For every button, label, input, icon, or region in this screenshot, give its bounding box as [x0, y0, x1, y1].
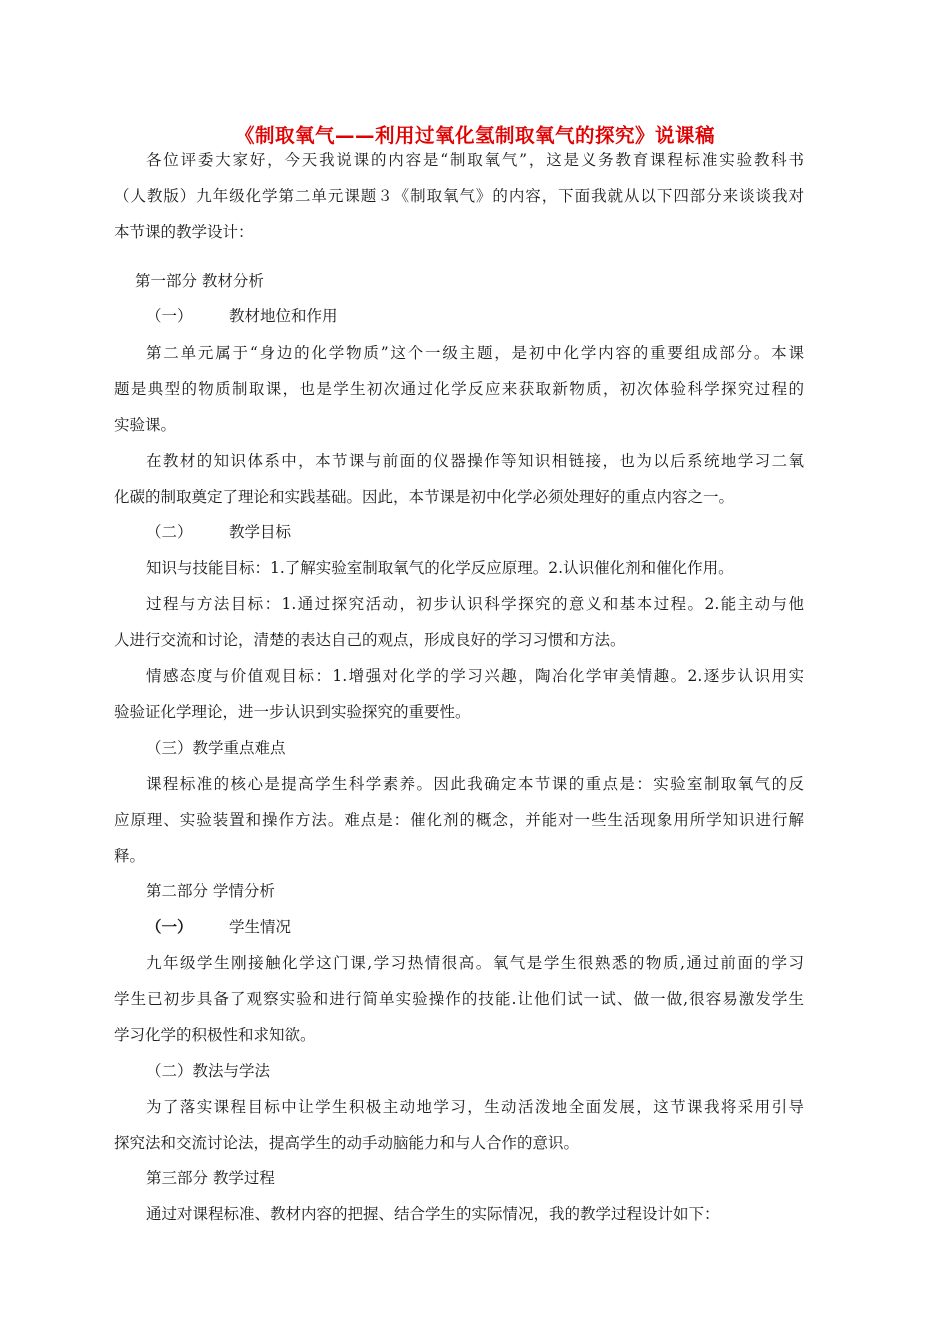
- part1-s1-title: 教材地位和作用: [229, 307, 338, 325]
- part1-s1-p1-line-1: 第二单元属于“身边的化学物质”这个一级主题，是初中化学内容的重要组成部分。本课: [146, 344, 804, 362]
- part1-s2-goal-3-line-1: 情感态度与价值观目标：1.增强对化学的学习兴趣，陶冶化学审美情趣。2.逐步认识用实: [146, 667, 804, 685]
- part2-s1-line-2: 学生已初步具备了观察实验和进行简单实验操作的技能.让他们试一试、做一做,很容易激发学生: [114, 990, 804, 1008]
- intro-line-3: 本节课的教学设计：: [114, 223, 254, 241]
- part1-s1-p1-line-3: 实验课。: [114, 416, 177, 434]
- part1-s1-p1-line-2: 题是典型的物质制取课，也是学生初次通过化学反应来获取新物质，初次体验科学探究过程的: [114, 380, 804, 398]
- intro-line-1: 各位评委大家好，今天我说课的内容是“制取氧气”，这是义务教育课程标准实验教科书: [146, 151, 804, 169]
- intro-line-2: （人教版）九年级化学第二单元课题３《制取氧气》的内容，下面我就从以下四部分来谈谈我对: [114, 187, 804, 205]
- part1-s2-goal-1: 知识与技能目标：1.了解实验室制取氧气的化学反应原理。2.认识催化剂和催化作用。: [146, 559, 734, 577]
- part1-s3-line-2: 应原理、实验装置和操作方法。难点是：催化剂的概念，并能对一些生活现象用所学知识进行解: [114, 811, 804, 829]
- part2-s1-line-3: 学习化学的积极性和求知欲。: [114, 1026, 316, 1044]
- part1-s3-line-3: 释。: [114, 847, 146, 865]
- part2-s1-title: 学生情况: [229, 918, 292, 936]
- part1-s3-heading: （三）教学重点难点: [146, 739, 286, 757]
- part2-s2-line-2: 探究法和交流讨论法，提高学生的动手动脑能力和与人合作的意识。: [114, 1134, 580, 1152]
- part1-s2-goal-2-line-1: 过程与方法目标：1.通过探究活动，初步认识科学探究的意义和基本过程。2.能主动与他: [146, 595, 804, 613]
- part3-line-1: 通过对课程标准、教材内容的把握、结合学生的实际情况，我的教学过程设计如下：: [146, 1205, 720, 1223]
- part2-s1-line-1: 九年级学生刚接触化学这门课,学习热情很高。氧气是学生很熟悉的物质,通过前面的学习: [146, 954, 804, 972]
- document-title: 《制取氧气——利用过氧化氢制取氧气的探究》说课稿: [234, 124, 715, 147]
- part2-s2-heading: （二）教法与学法: [146, 1062, 271, 1080]
- part1-s2-number: （二）: [146, 523, 193, 541]
- part3-heading: 第三部分 教学过程: [146, 1169, 275, 1187]
- part1-s3-line-1: 课程标准的核心是提高学生科学素养。因此我确定本节课的重点是：实验室制取氧气的反: [146, 775, 804, 793]
- part1-s2-goal-2-line-2: 人进行交流和讨论，清楚的表达自己的观点，形成良好的学习习惯和方法。: [114, 631, 626, 649]
- part1-s2-goal-3-line-2: 验验证化学理论，进一步认识到实验探究的重要性。: [114, 703, 471, 721]
- part2-s1-number: （一）: [146, 917, 193, 936]
- part1-heading: 第一部分 教材分析: [135, 272, 264, 290]
- part2-s2-line-1: 为了落实课程目标中让学生积极主动地学习，生动活泼地全面发展，这节课我将采用引导: [146, 1098, 804, 1116]
- part1-s1-p2-line-1: 在教材的知识体系中，本节课与前面的仪器操作等知识相链接，也为以后系统地学习二氧: [146, 452, 804, 470]
- part1-s1-p2-line-2: 化碳的制取奠定了理论和实践基础。因此，本节课是初中化学必须处理好的重点内容之一。: [114, 488, 735, 506]
- part1-s1-number: （一）: [146, 307, 193, 325]
- part1-s2-title: 教学目标: [229, 523, 292, 541]
- part2-heading: 第二部分 学情分析: [146, 882, 275, 900]
